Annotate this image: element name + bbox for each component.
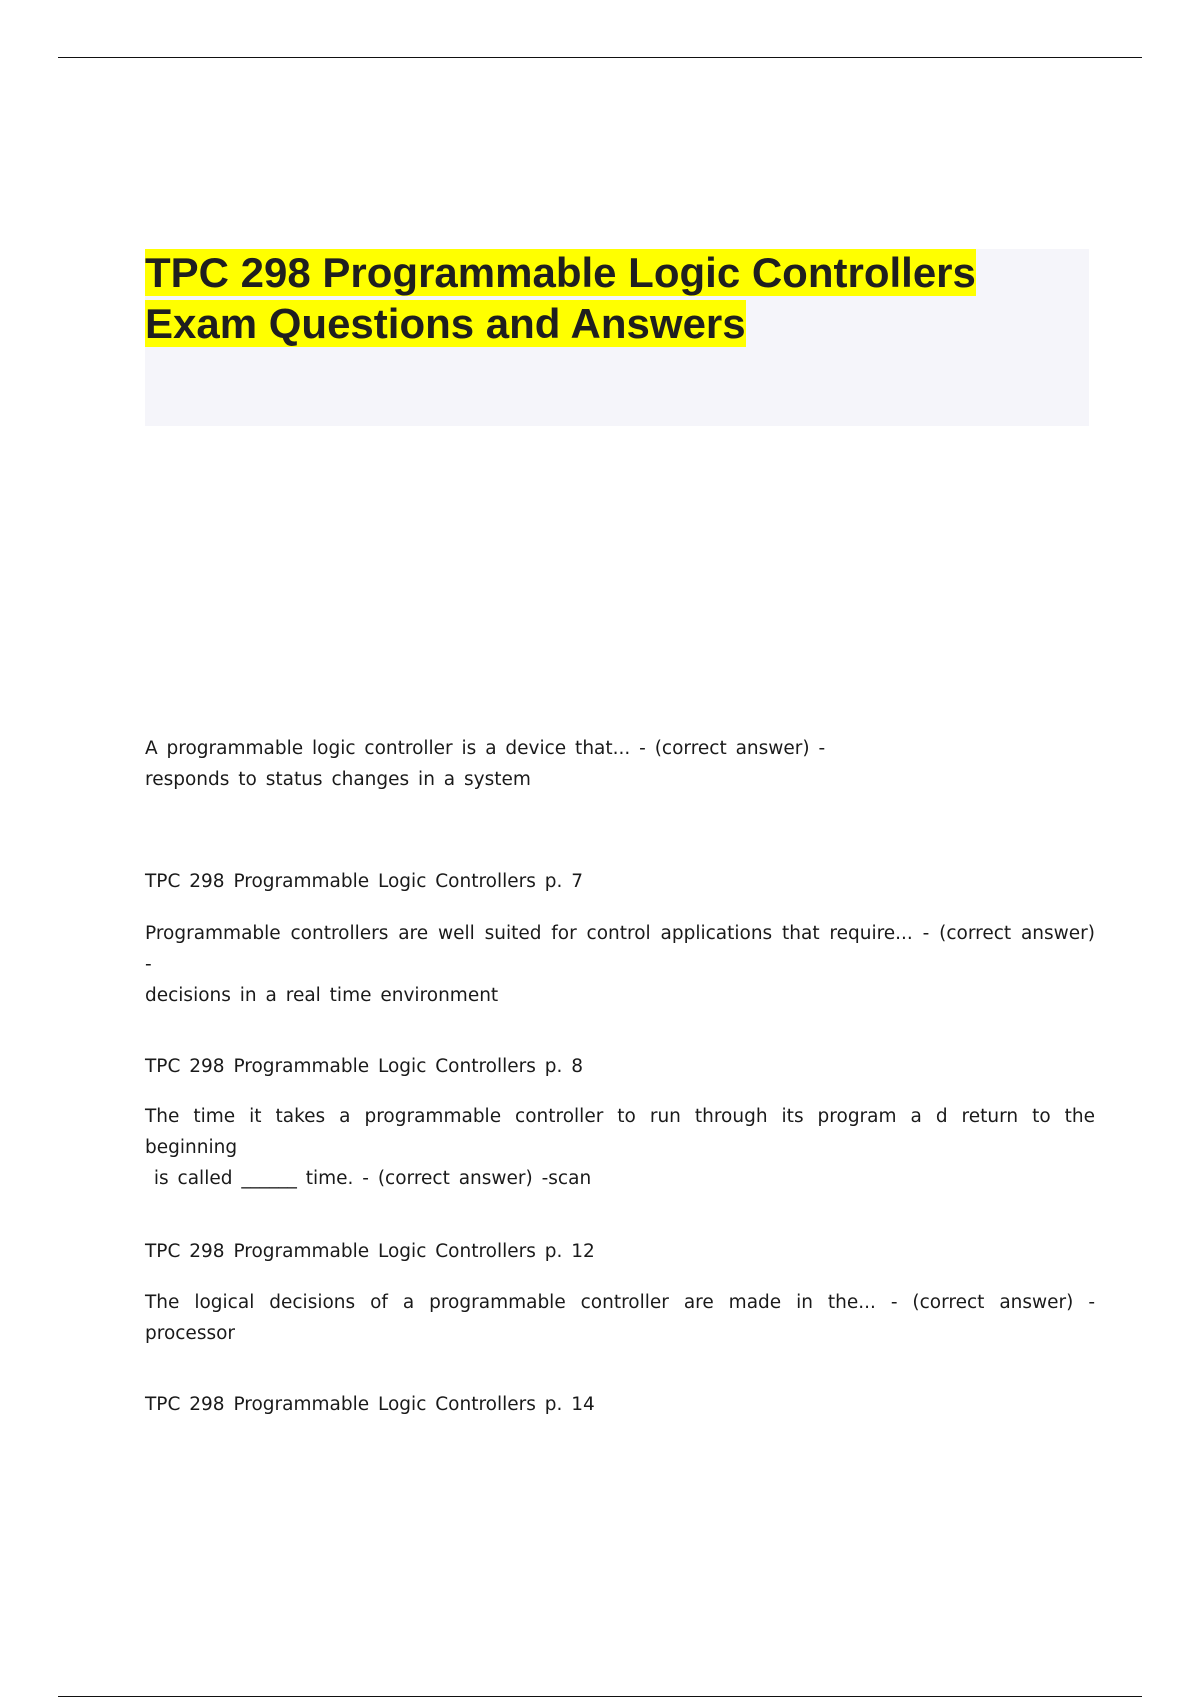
- reference-4: TPC 298 Programmable Logic Controllers p. 14: [145, 1394, 595, 1415]
- question-answer-2: [145, 918, 1095, 1011]
- question-answer-3: [145, 1101, 1095, 1194]
- footer-rule: [58, 1696, 1142, 1697]
- header-rule: [58, 57, 1142, 58]
- question-3-line-1: The time it takes a programmable controller to run through its program a d return to the beginning: [145, 1106, 1095, 1158]
- question-1-line-2: responds to status changes in a system: [145, 769, 531, 790]
- reference-2: TPC 298 Programmable Logic Controllers p. 8: [145, 1056, 584, 1077]
- question-1-line-1: A programmable logic controller is a device that... - (correct answer) -: [145, 738, 826, 759]
- document-title: [145, 247, 1085, 349]
- title-line-1: TPC 298 Programmable Logic Controllers: [145, 249, 976, 296]
- title-line-2: Exam Questions and Answers: [145, 300, 746, 347]
- reference-1: TPC 298 Programmable Logic Controllers p. 7: [145, 871, 584, 892]
- reference-3: TPC 298 Programmable Logic Controllers p. 12: [145, 1241, 595, 1262]
- question-3-line-2: is called ______ time. - (correct answer) -scan: [145, 1168, 592, 1189]
- question-2-line-1: Programmable controllers are well suited for control applications that require... - (correct answer) -: [145, 923, 1095, 975]
- question-answer-4: [145, 1287, 1095, 1349]
- question-2-line-2: decisions in a real time environment: [145, 985, 499, 1006]
- question-answer-1: [145, 733, 1095, 795]
- question-4-line-1: The logical decisions of a programmable controller are made in the... - (correct answer) -processor: [145, 1292, 1095, 1344]
